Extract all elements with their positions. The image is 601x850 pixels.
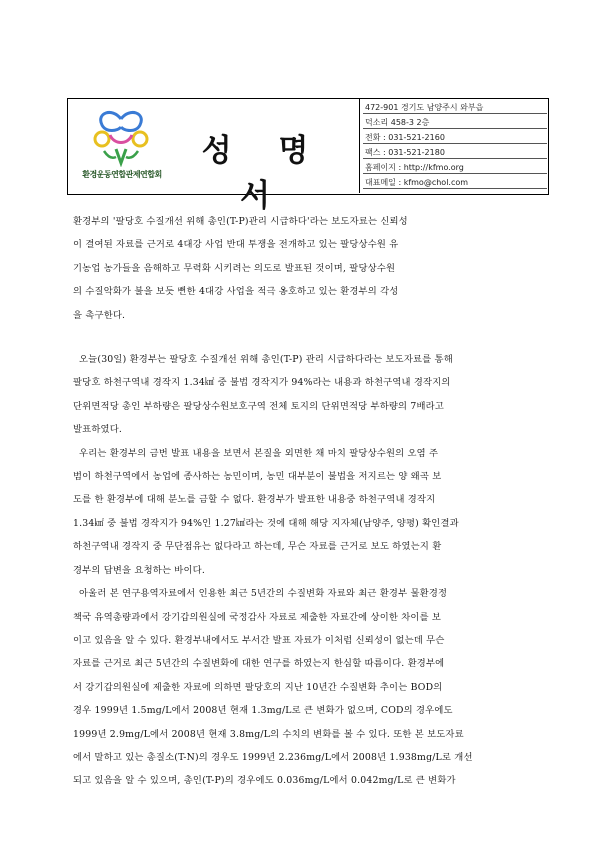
text-line: 경부의 답변을 요청하는 바이다. [73,564,205,576]
text-line: 1.34㎢ 중 불법 경작지가 94%인 1.27㎢라는 것에 대해 해당 지자체(남양주, 양평) 확인결과 [73,517,459,529]
phone: 전화 : 031-521-2160 [365,133,445,142]
text-line: 을 촉구한다. [73,309,126,321]
text-line: 1999년 2.9mg/L에서 2008년 현재 3.8mg/L의 수치의 변화를 볼 수 있다. 또한 본 보도자료 [73,728,464,740]
intro-paragraph [73,210,528,327]
paragraph-2 [73,442,528,582]
logo-emblem-icon [90,105,152,167]
text-line: 서 강기갑의원실에 제출한 자료에 의하면 팔당호의 지난 10년간 수질변화 추이는 BOD의 [73,681,443,693]
text-line: 팔당호 하천구역내 경작지 1.34㎢ 중 불법 경작지가 94%라는 내용과 하천구역내 경작지의 [73,377,451,389]
text-line: 이 결여된 자료를 근거로 4대강 사업 반대 투쟁을 전개하고 있는 팔당상수원 유 [73,239,399,251]
text-line: 경우 1999년 1.5mg/L에서 2008년 현재 1.3mg/L로 큰 변화가 없으며, COD의 경우에도 [73,705,453,717]
email-link[interactable]: 대표메일 : kfmo@chol.com [365,178,469,187]
text-line: 도를 한 환경부에 대해 분노를 금할 수 없다. 환경부가 발표한 내용중 하천구역내 경작지 [73,494,436,506]
fax: 팩스 : 031-521-2180 [365,148,445,157]
text-line: 자료를 근거로 최근 5년간의 수질변화에 대한 연구를 하였는지 한심할 따름이다. 환경부에 [73,658,445,670]
text-line: 발표하였다. [73,424,123,436]
divider [363,188,547,189]
text-line: 의 수질악화가 불을 보듯 뻔한 4대강 사업을 적극 옹호하고 있는 환경부의 각성 [73,286,399,298]
text-line: 하천구역내 경작지 중 무단점유는 없다라고 하는데, 무슨 자료를 근거로 보도 하였는지 환 [73,541,442,553]
paragraph-3 [73,582,528,793]
text-line: 아울러 본 연구용역자료에서 인용한 최근 5년간의 수질변화 자료와 최근 환경부 물환경정 [79,588,448,600]
text-line: 환경부의 '팔당호 수질개선 위해 총인(T-P)관리 시급하다'라는 보도자료는 신뢰성 [73,216,408,227]
title-area [174,99,354,214]
page-title: 성 명 서 [201,133,327,214]
text-line: 기농업 농가들을 음해하고 무력화 시키려는 의도로 발표된 것이며, 팔당상수원 [73,262,396,274]
text-line: 우리는 환경부의 금번 발표 내용을 보면서 본질을 외면한 채 마치 팔당상수원의 오염 주 [79,447,439,459]
divider [363,113,547,114]
text-line: 오늘(30일) 환경부는 팔당호 수질개선 위해 총인(T-P) 관리 시급하다라는 보도자료를 통해 [79,354,453,366]
paragraph-1 [73,348,528,442]
text-line: 이고 있음을 알 수 있다. 환경부내에서도 부서간 발표 자료가 이처럼 신뢰성이 없는데 무슨 [73,634,445,646]
contact-info [359,99,550,193]
logo [68,99,174,193]
address-line-1: 472-901 경기도 남양주시 와부읍 [365,103,484,112]
divider [363,128,547,129]
header-box [67,98,549,214]
org-name: 환경운동연합관제연합회 [82,169,162,179]
text-line: 책국 유역총량과에서 강기갑의원실에 국정감사 자료로 제출한 자료간에 상이한 차이를 보 [73,611,442,623]
divider [363,158,547,159]
text-line: 단위면적당 총인 부하량은 팔당상수원보호구역 전체 토지의 단위면적당 부하량의 7배라고 [73,400,445,412]
homepage-link[interactable]: 홈페이지 : http://kfmo.org [365,163,464,172]
text-line: 범이 하천구역에서 농업에 종사하는 농민이며, 농민 대부분이 불법을 저지르는 양 왜곡 보 [73,471,442,483]
text-line: 되고 있음을 알 수 있으며, 총인(T-P)의 경우에도 0.036mg/L에서 0.042mg/L로 큰 변화가 [73,775,456,787]
address-line-2: 덕소리 458-3 2층 [365,118,430,127]
divider [363,173,547,174]
divider [363,143,547,144]
text-line: 에서 말하고 있는 총질소(T-N)의 경우도 1999년 2.236mg/L에서 2008년 1.938mg/L로 개선 [73,751,473,763]
statement-body [73,210,528,793]
